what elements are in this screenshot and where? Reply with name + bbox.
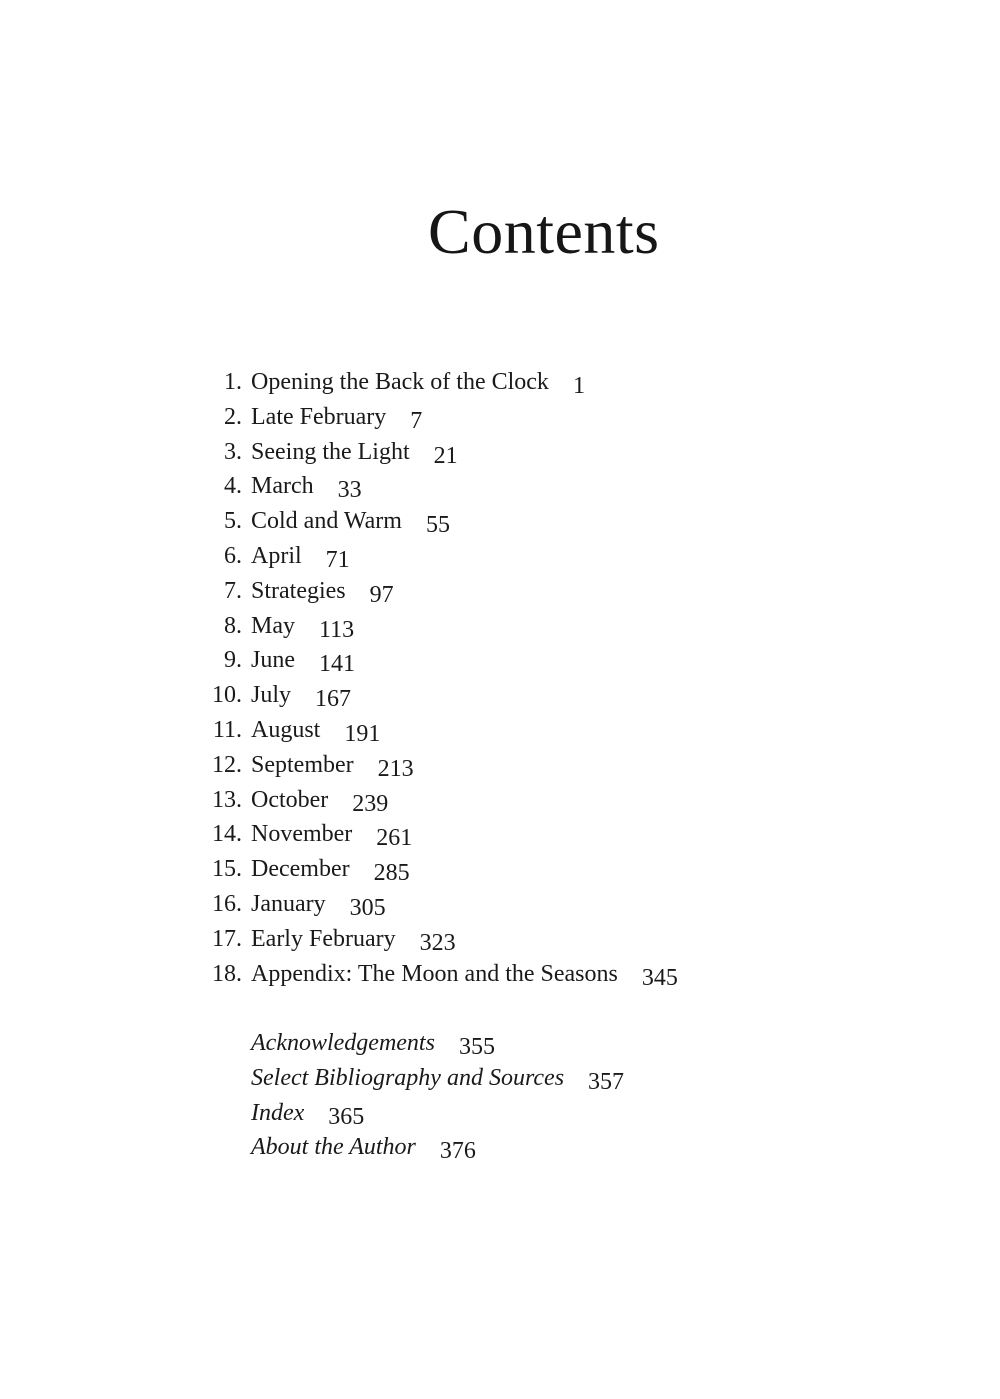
toc-entry[interactable]: [0, 748, 1000, 783]
toc-entry[interactable]: [0, 852, 1000, 887]
chapter-number: 3.: [224, 438, 242, 465]
chapter-number: 4.: [224, 473, 242, 500]
toc-entry[interactable]: [0, 922, 1000, 957]
toc-entry[interactable]: [0, 469, 1000, 504]
page-number: 21: [433, 442, 458, 469]
chapter-title: October: [251, 786, 329, 813]
chapter-title: Seeing the Light: [251, 438, 410, 465]
page-number: 1: [572, 373, 585, 399]
page-number: 323: [419, 929, 456, 956]
chapter-number: 11.: [212, 716, 242, 743]
toc-entry[interactable]: [0, 435, 1000, 470]
page-number: 113: [319, 616, 355, 643]
toc-entry[interactable]: [0, 400, 1000, 435]
page-number: 261: [376, 825, 413, 852]
toc-entry[interactable]: [0, 957, 1000, 992]
chapter-number: 1.: [224, 369, 242, 395]
page-number: 355: [458, 1034, 495, 1060]
back-matter-entry[interactable]: [251, 1061, 624, 1096]
page-number: 376: [439, 1138, 476, 1165]
page-number: 285: [373, 860, 410, 887]
toc-entry[interactable]: [0, 539, 1000, 574]
page-number: 97: [369, 581, 394, 608]
page-number: 141: [319, 651, 355, 678]
chapter-title: Early February: [251, 925, 396, 952]
page-number: 167: [315, 686, 352, 713]
page-number: 213: [377, 755, 414, 782]
back-matter-title: Select Bibliography and Sources: [251, 1064, 565, 1091]
chapter-number: 5.: [224, 508, 242, 535]
page-title: Contents: [428, 196, 660, 267]
chapter-number: 10.: [212, 682, 242, 709]
back-matter-entry[interactable]: [251, 1130, 624, 1165]
chapter-title: May: [251, 612, 295, 639]
back-matter-title: About the Author: [251, 1134, 416, 1161]
toc-entry[interactable]: [0, 678, 1000, 713]
toc-entry[interactable]: [0, 365, 1000, 400]
chapter-number: 2.: [224, 403, 242, 430]
chapter-title: December: [251, 856, 350, 883]
chapter-title: March: [251, 473, 314, 500]
back-matter-title: Index: [251, 1099, 305, 1126]
page-number: 55: [425, 512, 450, 539]
page-number: 191: [344, 720, 381, 747]
toc-entry[interactable]: [0, 887, 1000, 922]
chapter-title: November: [251, 821, 353, 848]
chapter-title: Opening the Back of the Clock: [251, 369, 549, 395]
chapter-number: 18.: [212, 960, 242, 987]
back-matter-entry[interactable]: [251, 1026, 624, 1061]
chapter-title: April: [251, 542, 302, 569]
toc-entry[interactable]: [0, 643, 1000, 678]
chapter-title: January: [251, 890, 326, 917]
page-number: 345: [641, 964, 678, 991]
back-matter-entry[interactable]: [251, 1096, 624, 1131]
page-number: 33: [337, 477, 362, 504]
chapter-title: Late February: [251, 403, 387, 430]
chapter-number: 15.: [212, 856, 242, 883]
chapter-number: 7.: [224, 577, 242, 604]
page-number: 305: [349, 894, 386, 921]
chapter-title: August: [251, 716, 321, 743]
chapter-title: June: [251, 647, 295, 674]
chapter-number: 17.: [212, 925, 242, 952]
chapter-number: 14.: [212, 821, 242, 848]
page-number: 357: [588, 1068, 625, 1095]
toc-entry[interactable]: [0, 817, 1000, 852]
back-matter: [251, 1026, 624, 1165]
chapter-title: July: [251, 682, 292, 709]
back-matter-title: Acknowledgements: [251, 1030, 435, 1056]
table-of-contents: [0, 365, 1000, 991]
page-number: 71: [325, 546, 350, 573]
chapter-title: September: [251, 751, 354, 778]
page-number: 239: [352, 790, 389, 817]
page-number: 7: [410, 407, 423, 434]
toc-entry[interactable]: [0, 574, 1000, 609]
chapter-number: 16.: [212, 890, 242, 917]
chapter-number: 13.: [212, 786, 242, 813]
chapter-number: 9.: [224, 647, 242, 674]
chapter-title: Strategies: [251, 577, 346, 604]
chapter-title: Appendix: The Moon and the Seasons: [251, 960, 618, 987]
chapter-number: 8.: [224, 612, 242, 639]
toc-entry[interactable]: [0, 783, 1000, 818]
chapter-title: Cold and Warm: [251, 508, 402, 535]
page-number: 365: [328, 1103, 365, 1130]
chapter-number: 12.: [212, 751, 242, 778]
chapter-number: 6.: [224, 542, 242, 569]
toc-entry[interactable]: [0, 504, 1000, 539]
toc-entry[interactable]: [0, 713, 1000, 748]
toc-entry[interactable]: [0, 609, 1000, 644]
